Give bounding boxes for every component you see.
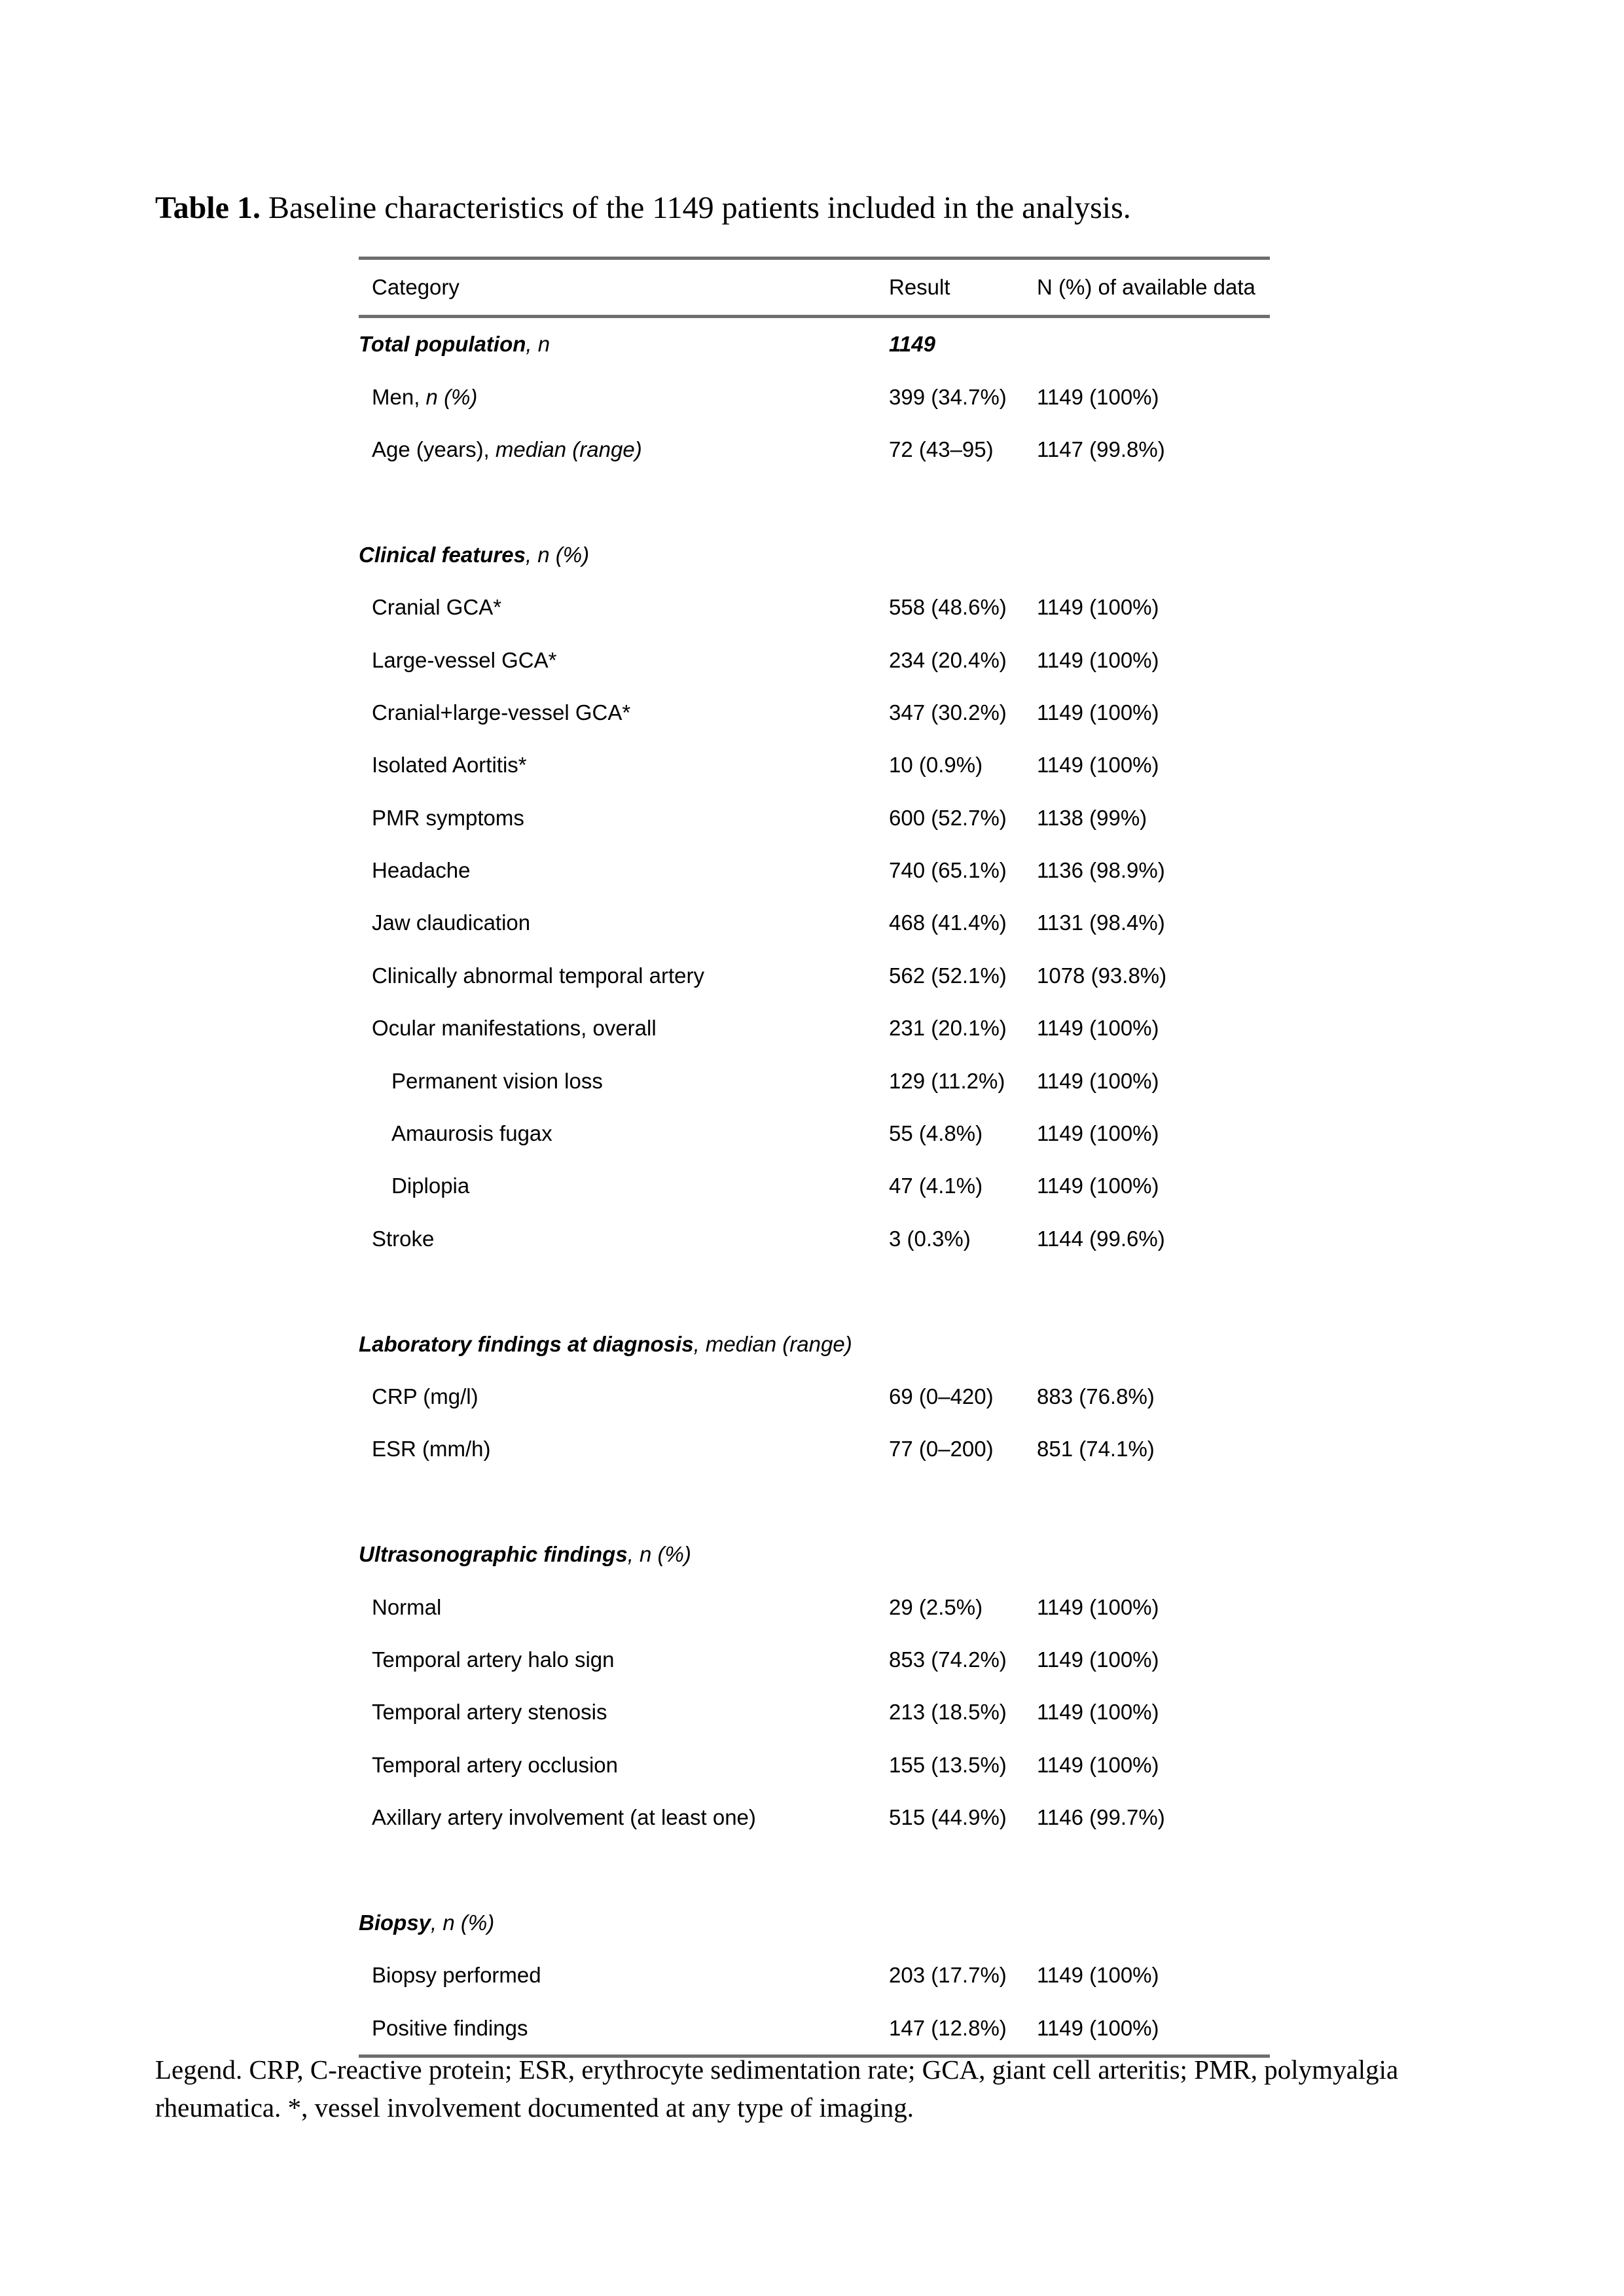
- row-label-text: Age (years),: [372, 437, 496, 461]
- result-cell: 10 (0.9%): [889, 753, 983, 778]
- available-data-cell: 851 (74.1%): [1037, 1437, 1155, 1462]
- row-label-text: Stroke: [372, 1226, 435, 1251]
- row-label-text: Permanent vision loss: [391, 1068, 603, 1093]
- row-label-unit: n (%): [425, 384, 478, 409]
- row-label-text: Headache: [372, 858, 471, 883]
- row-label-unit: median (range): [495, 437, 642, 461]
- row-label: [391, 1069, 603, 1094]
- table-row: [359, 950, 1270, 1002]
- result-cell: 562 (52.1%): [889, 963, 1007, 988]
- row-label-text: Clinically abnormal temporal artery: [372, 963, 705, 988]
- section-label: [359, 1542, 691, 1567]
- available-data-cell: 1149 (100%): [1037, 384, 1159, 409]
- result-cell: 740 (65.1%): [889, 858, 1007, 883]
- row-label-text: Temporal artery halo sign: [372, 1647, 615, 1672]
- row-label: [372, 1384, 478, 1409]
- spacer-row: [359, 1844, 1270, 1896]
- result-cell: 3 (0.3%): [889, 1226, 971, 1251]
- caption-label: Table 1.: [155, 190, 261, 225]
- result-cell: 77 (0–200): [889, 1437, 994, 1462]
- row-label-text: Cranial GCA*: [372, 595, 502, 620]
- available-data-cell: 1131 (98.4%): [1037, 910, 1165, 935]
- table-row: [359, 844, 1270, 897]
- section-unit: , n: [526, 332, 550, 357]
- row-label: [372, 595, 501, 620]
- table-row: [359, 1791, 1270, 1844]
- available-data-cell: 1147 (99.8%): [1037, 437, 1165, 461]
- available-data-cell: 1149 (100%): [1037, 753, 1159, 778]
- available-data-cell: 1149 (100%): [1037, 1174, 1159, 1198]
- available-data-cell: 1149 (100%): [1037, 1752, 1159, 1777]
- spacer-row: [359, 1265, 1270, 1318]
- table-row: [359, 687, 1270, 739]
- table-row: [359, 1581, 1270, 1633]
- table-row: [359, 370, 1270, 423]
- section-unit: , n (%): [431, 1910, 495, 1935]
- result-cell: 853 (74.2%): [889, 1647, 1007, 1672]
- available-data-cell: 1149 (100%): [1037, 1016, 1159, 1041]
- available-data-cell: 1149 (100%): [1037, 1068, 1159, 1093]
- row-label-text: Diplopia: [391, 1174, 470, 1198]
- section-title: Laboratory findings at diagnosis: [359, 1331, 694, 1356]
- result-cell: 47 (4.1%): [889, 1174, 983, 1198]
- row-label-text: Normal: [372, 1594, 442, 1619]
- result-cell: 203 (17.7%): [889, 1963, 1007, 1988]
- row-label-text: Axillary artery involvement (at least one): [372, 1805, 756, 1830]
- available-data-cell: 1149 (100%): [1037, 1121, 1159, 1146]
- available-data-cell: 1078 (93.8%): [1037, 963, 1167, 988]
- row-label: [372, 648, 556, 673]
- result-cell: 129 (11.2%): [889, 1068, 1005, 1093]
- row-label: [372, 1963, 541, 1988]
- table-row: [359, 581, 1270, 634]
- row-label-text: PMR symptoms: [372, 805, 524, 830]
- section-label: [359, 1910, 494, 1935]
- spacer-row: [359, 1476, 1270, 1528]
- result-cell: 72 (43–95): [889, 437, 994, 461]
- result-cell: 347 (30.2%): [889, 700, 1007, 725]
- row-label: [372, 1016, 657, 1041]
- row-label: [372, 1595, 441, 1620]
- row-label: [372, 1700, 607, 1725]
- table-row: [359, 1949, 1270, 2001]
- result-cell: 55 (4.8%): [889, 1121, 983, 1146]
- caption-text: Baseline characteristics of the 1149 patients included in the analysis.: [268, 190, 1131, 225]
- row-label-text: Temporal artery occlusion: [372, 1752, 618, 1777]
- row-label-text: Temporal artery stenosis: [372, 1700, 607, 1725]
- row-label: [372, 753, 527, 778]
- available-data-cell: 1149 (100%): [1037, 1963, 1159, 1988]
- row-label: [372, 910, 530, 935]
- row-label: [372, 700, 630, 725]
- row-label-text: ESR (mm/h): [372, 1437, 491, 1462]
- table-row: [359, 1160, 1270, 1212]
- result-cell: 29 (2.5%): [889, 1594, 983, 1619]
- table-row: [359, 1634, 1270, 1686]
- available-data-cell: 1146 (99.7%): [1037, 1805, 1165, 1830]
- row-label: [372, 1437, 491, 1462]
- available-data-cell: 1136 (98.9%): [1037, 858, 1165, 883]
- row-label: [372, 437, 642, 462]
- table-caption: [155, 190, 1131, 226]
- table-row: [359, 1002, 1270, 1054]
- row-label-text: Ocular manifestations, overall: [372, 1016, 657, 1041]
- section-row: [359, 1897, 1270, 1949]
- section-row: [359, 1318, 1270, 1370]
- section-label: [359, 1332, 852, 1357]
- row-label: [391, 1174, 469, 1198]
- available-data-cell: 1149 (100%): [1037, 1647, 1159, 1672]
- result-cell: 600 (52.7%): [889, 805, 1007, 830]
- table-row: [359, 739, 1270, 791]
- row-label-text: CRP (mg/l): [372, 1384, 478, 1408]
- row-label: [372, 858, 470, 883]
- row-label: [391, 1121, 552, 1146]
- result-cell: 147 (12.8%): [889, 2015, 1007, 2040]
- row-label-text: Jaw claudication: [372, 910, 531, 935]
- table-legend: Legend. CRP, C-reactive protein; ESR, erythrocyte sedimentation rate; GCA, giant cell arteritis; PMR, polymyalgia rheumatica. *, vessel involvement documented at any type of imaging.: [155, 2054, 1399, 2123]
- row-label-text: Isolated Aortitis*: [372, 753, 527, 778]
- available-data-cell: 1138 (99%): [1037, 805, 1147, 830]
- row-label-text: Amaurosis fugax: [391, 1121, 552, 1146]
- row-label: [372, 1647, 615, 1672]
- table-row: [359, 792, 1270, 844]
- table-row: [359, 2002, 1270, 2054]
- result-cell: 155 (13.5%): [889, 1752, 1007, 1777]
- section-label: [359, 332, 550, 357]
- row-label: [372, 963, 704, 988]
- row-label-text: Cranial+large-vessel GCA*: [372, 700, 631, 725]
- result-cell: 399 (34.7%): [889, 384, 1007, 409]
- table-row: [359, 1213, 1270, 1265]
- table-row: [359, 897, 1270, 949]
- result-cell: 515 (44.9%): [889, 1805, 1007, 1830]
- row-label-text: Positive findings: [372, 2015, 528, 2040]
- row-label-text: Men,: [372, 384, 426, 409]
- header-available-data: N (%) of available data: [1037, 275, 1255, 299]
- table-row: [359, 1739, 1270, 1791]
- result-cell: 1149: [889, 332, 935, 357]
- section-unit: , n (%): [627, 1542, 691, 1567]
- table-row: [359, 1054, 1270, 1107]
- table-row: [359, 1423, 1270, 1475]
- section-row: [359, 529, 1270, 581]
- section-unit: , n (%): [525, 542, 590, 567]
- section-title: Biopsy: [359, 1910, 431, 1935]
- result-cell: 468 (41.4%): [889, 910, 1007, 935]
- row-label: [372, 1805, 756, 1830]
- available-data-cell: 1144 (99.6%): [1037, 1226, 1165, 1251]
- row-label: [372, 2016, 528, 2041]
- table-row: [359, 1686, 1270, 1738]
- spacer-row: [359, 476, 1270, 528]
- section-label: [359, 543, 589, 567]
- header-result: Result: [889, 275, 950, 299]
- result-cell: 69 (0–420): [889, 1384, 994, 1408]
- table-row: [359, 634, 1270, 686]
- available-data-cell: 1149 (100%): [1037, 1594, 1159, 1619]
- available-data-cell: 883 (76.8%): [1037, 1384, 1155, 1408]
- table-body: [359, 318, 1270, 2054]
- row-label-text: Biopsy performed: [372, 1963, 541, 1988]
- table-header-row: [359, 260, 1270, 315]
- result-cell: 213 (18.5%): [889, 1700, 1007, 1725]
- section-title: Total population: [359, 332, 526, 357]
- section-row: [359, 318, 1270, 370]
- row-label: [372, 1227, 434, 1251]
- result-cell: 234 (20.4%): [889, 647, 1007, 672]
- table-row: [359, 423, 1270, 476]
- result-cell: 558 (48.6%): [889, 595, 1007, 620]
- section-unit: , median (range): [693, 1331, 852, 1356]
- row-label: [372, 806, 524, 831]
- available-data-cell: 1149 (100%): [1037, 700, 1159, 725]
- section-title: Ultrasonographic findings: [359, 1542, 628, 1567]
- section-row: [359, 1528, 1270, 1581]
- table-row: [359, 1107, 1270, 1160]
- row-label: [372, 385, 477, 410]
- row-label: [372, 1753, 618, 1778]
- result-cell: 231 (20.1%): [889, 1016, 1007, 1041]
- table-row: [359, 1371, 1270, 1423]
- available-data-cell: 1149 (100%): [1037, 2015, 1159, 2040]
- baseline-table: [359, 257, 1270, 2058]
- section-title: Clinical features: [359, 542, 526, 567]
- available-data-cell: 1149 (100%): [1037, 595, 1159, 620]
- row-label-text: Large-vessel GCA*: [372, 647, 557, 672]
- available-data-cell: 1149 (100%): [1037, 1700, 1159, 1725]
- available-data-cell: 1149 (100%): [1037, 647, 1159, 672]
- header-category: Category: [372, 275, 460, 299]
